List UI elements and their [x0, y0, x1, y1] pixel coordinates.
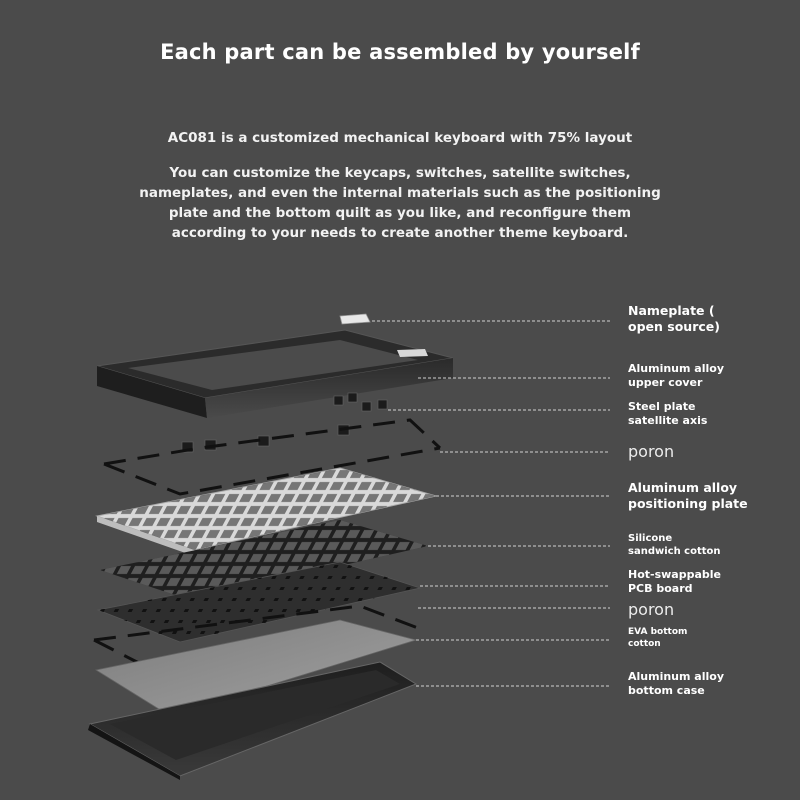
label-line: EVA bottom — [628, 627, 688, 637]
label-line: Aluminum alloy — [628, 362, 724, 375]
label-satellite-axis — [628, 400, 793, 428]
label-poron-lower — [628, 601, 793, 619]
label-line: open source) — [628, 319, 720, 334]
description-line: plate and the bottom quilt as you like, and reconfigure them — [168, 205, 632, 221]
label-line: poron — [628, 442, 675, 461]
description-line: nameplates, and even the internal materials such as the positioning — [139, 185, 661, 201]
label-line: Nameplate ( — [628, 303, 715, 318]
label-line: satellite axis — [628, 414, 708, 427]
label-line: Silicone — [628, 533, 673, 544]
label-line: Hot-swappable — [628, 568, 721, 581]
nameplate-part — [340, 314, 370, 324]
label-line: cotton — [628, 639, 661, 649]
description-line: according to your needs to create another theme keyboard. — [171, 225, 629, 241]
label-positioning-plate — [628, 480, 793, 512]
label-line: bottom case — [628, 684, 705, 697]
label-eva-cotton — [628, 626, 793, 650]
label-line: PCB board — [628, 582, 693, 595]
product-intro: AC081 is a customized mechanical keyboard with 75% layout — [167, 130, 633, 146]
label-line: Aluminum alloy — [628, 480, 738, 495]
label-poron-upper — [628, 443, 793, 461]
label-nameplate — [628, 303, 793, 335]
label-line: upper cover — [628, 376, 703, 389]
page-title: Each part can be assembled by yourself — [160, 40, 640, 64]
label-silicone-cotton — [628, 532, 793, 558]
label-line: poron — [628, 600, 675, 619]
label-line: sandwich cotton — [628, 546, 721, 557]
label-pcb — [628, 568, 793, 596]
label-upper-cover — [628, 362, 793, 390]
upper-cover-part — [97, 330, 453, 418]
label-line: Aluminum alloy — [628, 670, 724, 683]
label-bottom-case — [628, 670, 793, 698]
label-line: Steel plate — [628, 400, 696, 413]
label-line: positioning plate — [628, 496, 748, 511]
description-line: You can customize the keycaps, switches, satellite switches, — [169, 165, 631, 181]
